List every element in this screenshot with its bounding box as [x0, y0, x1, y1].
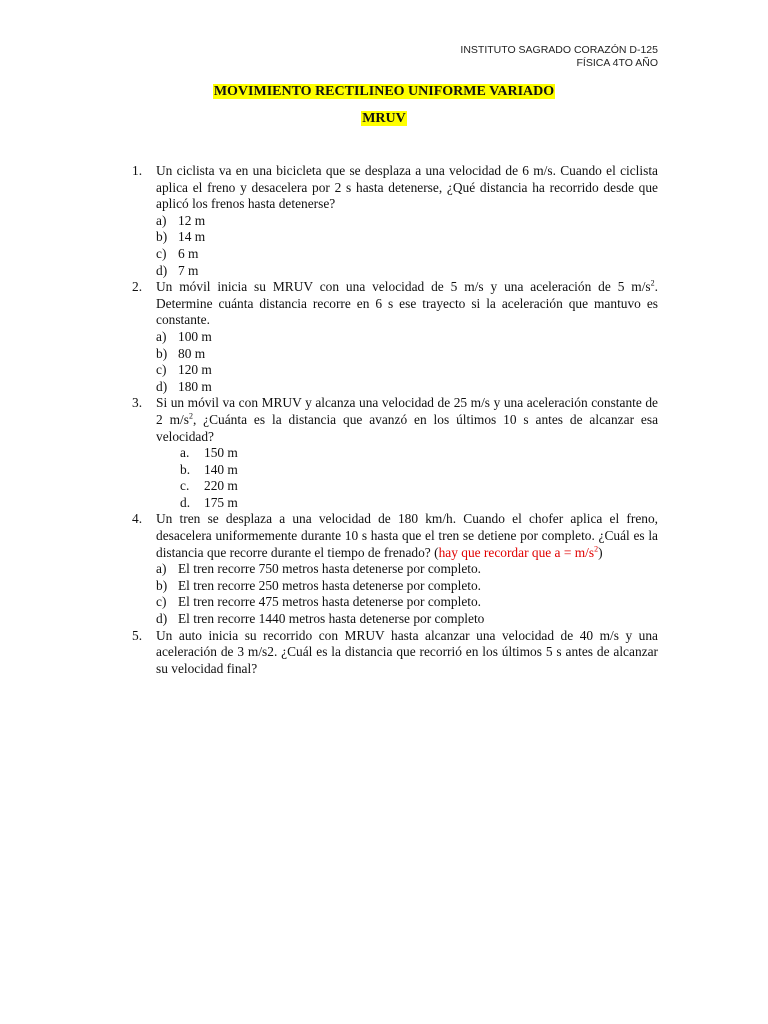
hint-text-part: hay que recordar que a = m/s — [438, 544, 595, 560]
question-number: 5. — [132, 627, 143, 643]
option-text: 12 m — [178, 212, 206, 228]
option-label: d. — [180, 494, 191, 510]
subtitle-text: MRUV — [362, 111, 406, 126]
closing-paren: ) — [598, 544, 603, 560]
option-text: 220 m — [204, 478, 238, 494]
question-text — [156, 279, 658, 329]
option-text: 120 m — [178, 362, 212, 378]
question-number: 1. — [132, 163, 143, 178]
option-label: b) — [156, 345, 168, 361]
question-text — [156, 395, 658, 445]
title-text: MOVIMIENTO RECTILINEO UNIFORME VARIADO — [213, 84, 555, 99]
school-name: INSTITUTO SAGRADO CORAZÓN D-125 — [460, 44, 658, 56]
question-text-part: Un móvil inicia su MRUV con una velocidad de 5 m/s y una aceleración de 5 m/s — [156, 279, 651, 295]
school-header — [460, 44, 658, 70]
option-text: 140 m — [204, 461, 238, 477]
option-text: 100 m — [178, 328, 212, 344]
question-4 — [130, 511, 658, 561]
question-2-options — [130, 329, 658, 395]
question-list — [130, 163, 658, 677]
option-label: d) — [156, 611, 168, 627]
option — [156, 495, 658, 512]
option — [156, 346, 658, 363]
option — [156, 329, 658, 346]
option-text: 80 m — [178, 345, 206, 361]
option-text: 180 m — [178, 378, 212, 394]
option-label: a. — [180, 445, 190, 461]
option-text: 6 m — [178, 245, 199, 261]
question-number: 2. — [132, 279, 143, 295]
option-text: El tren recorre 250 metros hasta detenerse por completo. — [178, 577, 482, 593]
hint-text — [439, 545, 599, 560]
course-name: FÍSICA 4TO AÑO — [576, 57, 658, 69]
question-3 — [130, 395, 658, 445]
document-subtitle — [0, 111, 768, 127]
option-text: 7 m — [178, 262, 199, 278]
option-text: El tren recorre 1440 metros hasta detenerse por completo — [178, 611, 485, 627]
superscript: 2 — [650, 278, 655, 288]
question-number: 4. — [132, 511, 143, 527]
option-label: d) — [156, 262, 168, 278]
option — [156, 379, 658, 396]
option-text: 150 m — [204, 445, 238, 461]
option-label: c) — [156, 362, 167, 378]
option — [156, 246, 658, 263]
option-label: b) — [156, 229, 168, 245]
question-text: Un ciclista va en una bicicleta que se desplaza a una velocidad de 6 m/s. Cuando el ciclista aplica el freno y desacelera por 2 s hasta detenerse, ¿Qué distancia ha recorrido desde que aplicó los frenos hasta detenerse? — [156, 163, 658, 212]
document-title — [0, 84, 768, 100]
question-text — [156, 511, 658, 561]
question-text-part: Un tren se desplaza a una velocidad de 180 km/h. Cuando el chofer aplica el freno, desacelera uniformemente durante 10 s hasta que el tren se detiene por completo. ¿Cuál es la distancia que recorre durante el tiempo de frenado? ( — [156, 511, 658, 560]
question-5 — [130, 628, 658, 678]
option — [156, 611, 658, 628]
option-label: d) — [156, 378, 168, 394]
option-label: a) — [156, 212, 167, 228]
option — [156, 561, 658, 578]
option-label: c) — [156, 594, 167, 610]
option-text: 14 m — [178, 229, 206, 245]
option — [156, 263, 658, 280]
option-text: El tren recorre 750 metros hasta detenerse por completo. — [178, 561, 482, 577]
option-label: b) — [156, 577, 168, 593]
question-text-part: . Determine cuánta distancia recorre en 6 s ese trayecto si la aceleración que mantuvo es constante. — [156, 279, 658, 328]
option — [156, 445, 658, 462]
question-text-part: , ¿Cuánta es la distancia que avanzó en los últimos 10 s antes de alcanzar esa velocidad? — [156, 411, 659, 444]
option — [156, 578, 658, 595]
question-1-options — [130, 213, 658, 279]
option-label: a) — [156, 328, 167, 344]
option-label: b. — [180, 461, 191, 477]
superscript: 2 — [188, 411, 193, 421]
option — [156, 362, 658, 379]
option — [156, 229, 658, 246]
question-1 — [130, 163, 658, 213]
question-text-part: Si un móvil va con MRUV y alcanza una velocidad de 25 m/s y una aceleración constante de 2 m/s — [156, 395, 658, 427]
option-label: c) — [156, 245, 167, 261]
option — [156, 478, 658, 495]
question-4-options — [130, 561, 658, 627]
option — [156, 594, 658, 611]
option — [156, 213, 658, 230]
option-label: a) — [156, 561, 167, 577]
question-3-options — [130, 445, 658, 511]
option-text: El tren recorre 475 metros hasta detenerse por completo. — [178, 594, 482, 610]
option-text: 175 m — [204, 494, 238, 510]
option-label: c. — [180, 478, 190, 494]
question-2 — [130, 279, 658, 329]
superscript: 2 — [594, 544, 599, 554]
option — [156, 462, 658, 479]
question-text: Un auto inicia su recorrido con MRUV hasta alcanzar una velocidad de 40 m/s y una aceleración de 3 m/s2. ¿Cuál es la distancia que recorrió en los últimos 5 s antes de alcanzar su velocidad final? — [156, 627, 658, 676]
question-number: 3. — [132, 395, 143, 411]
